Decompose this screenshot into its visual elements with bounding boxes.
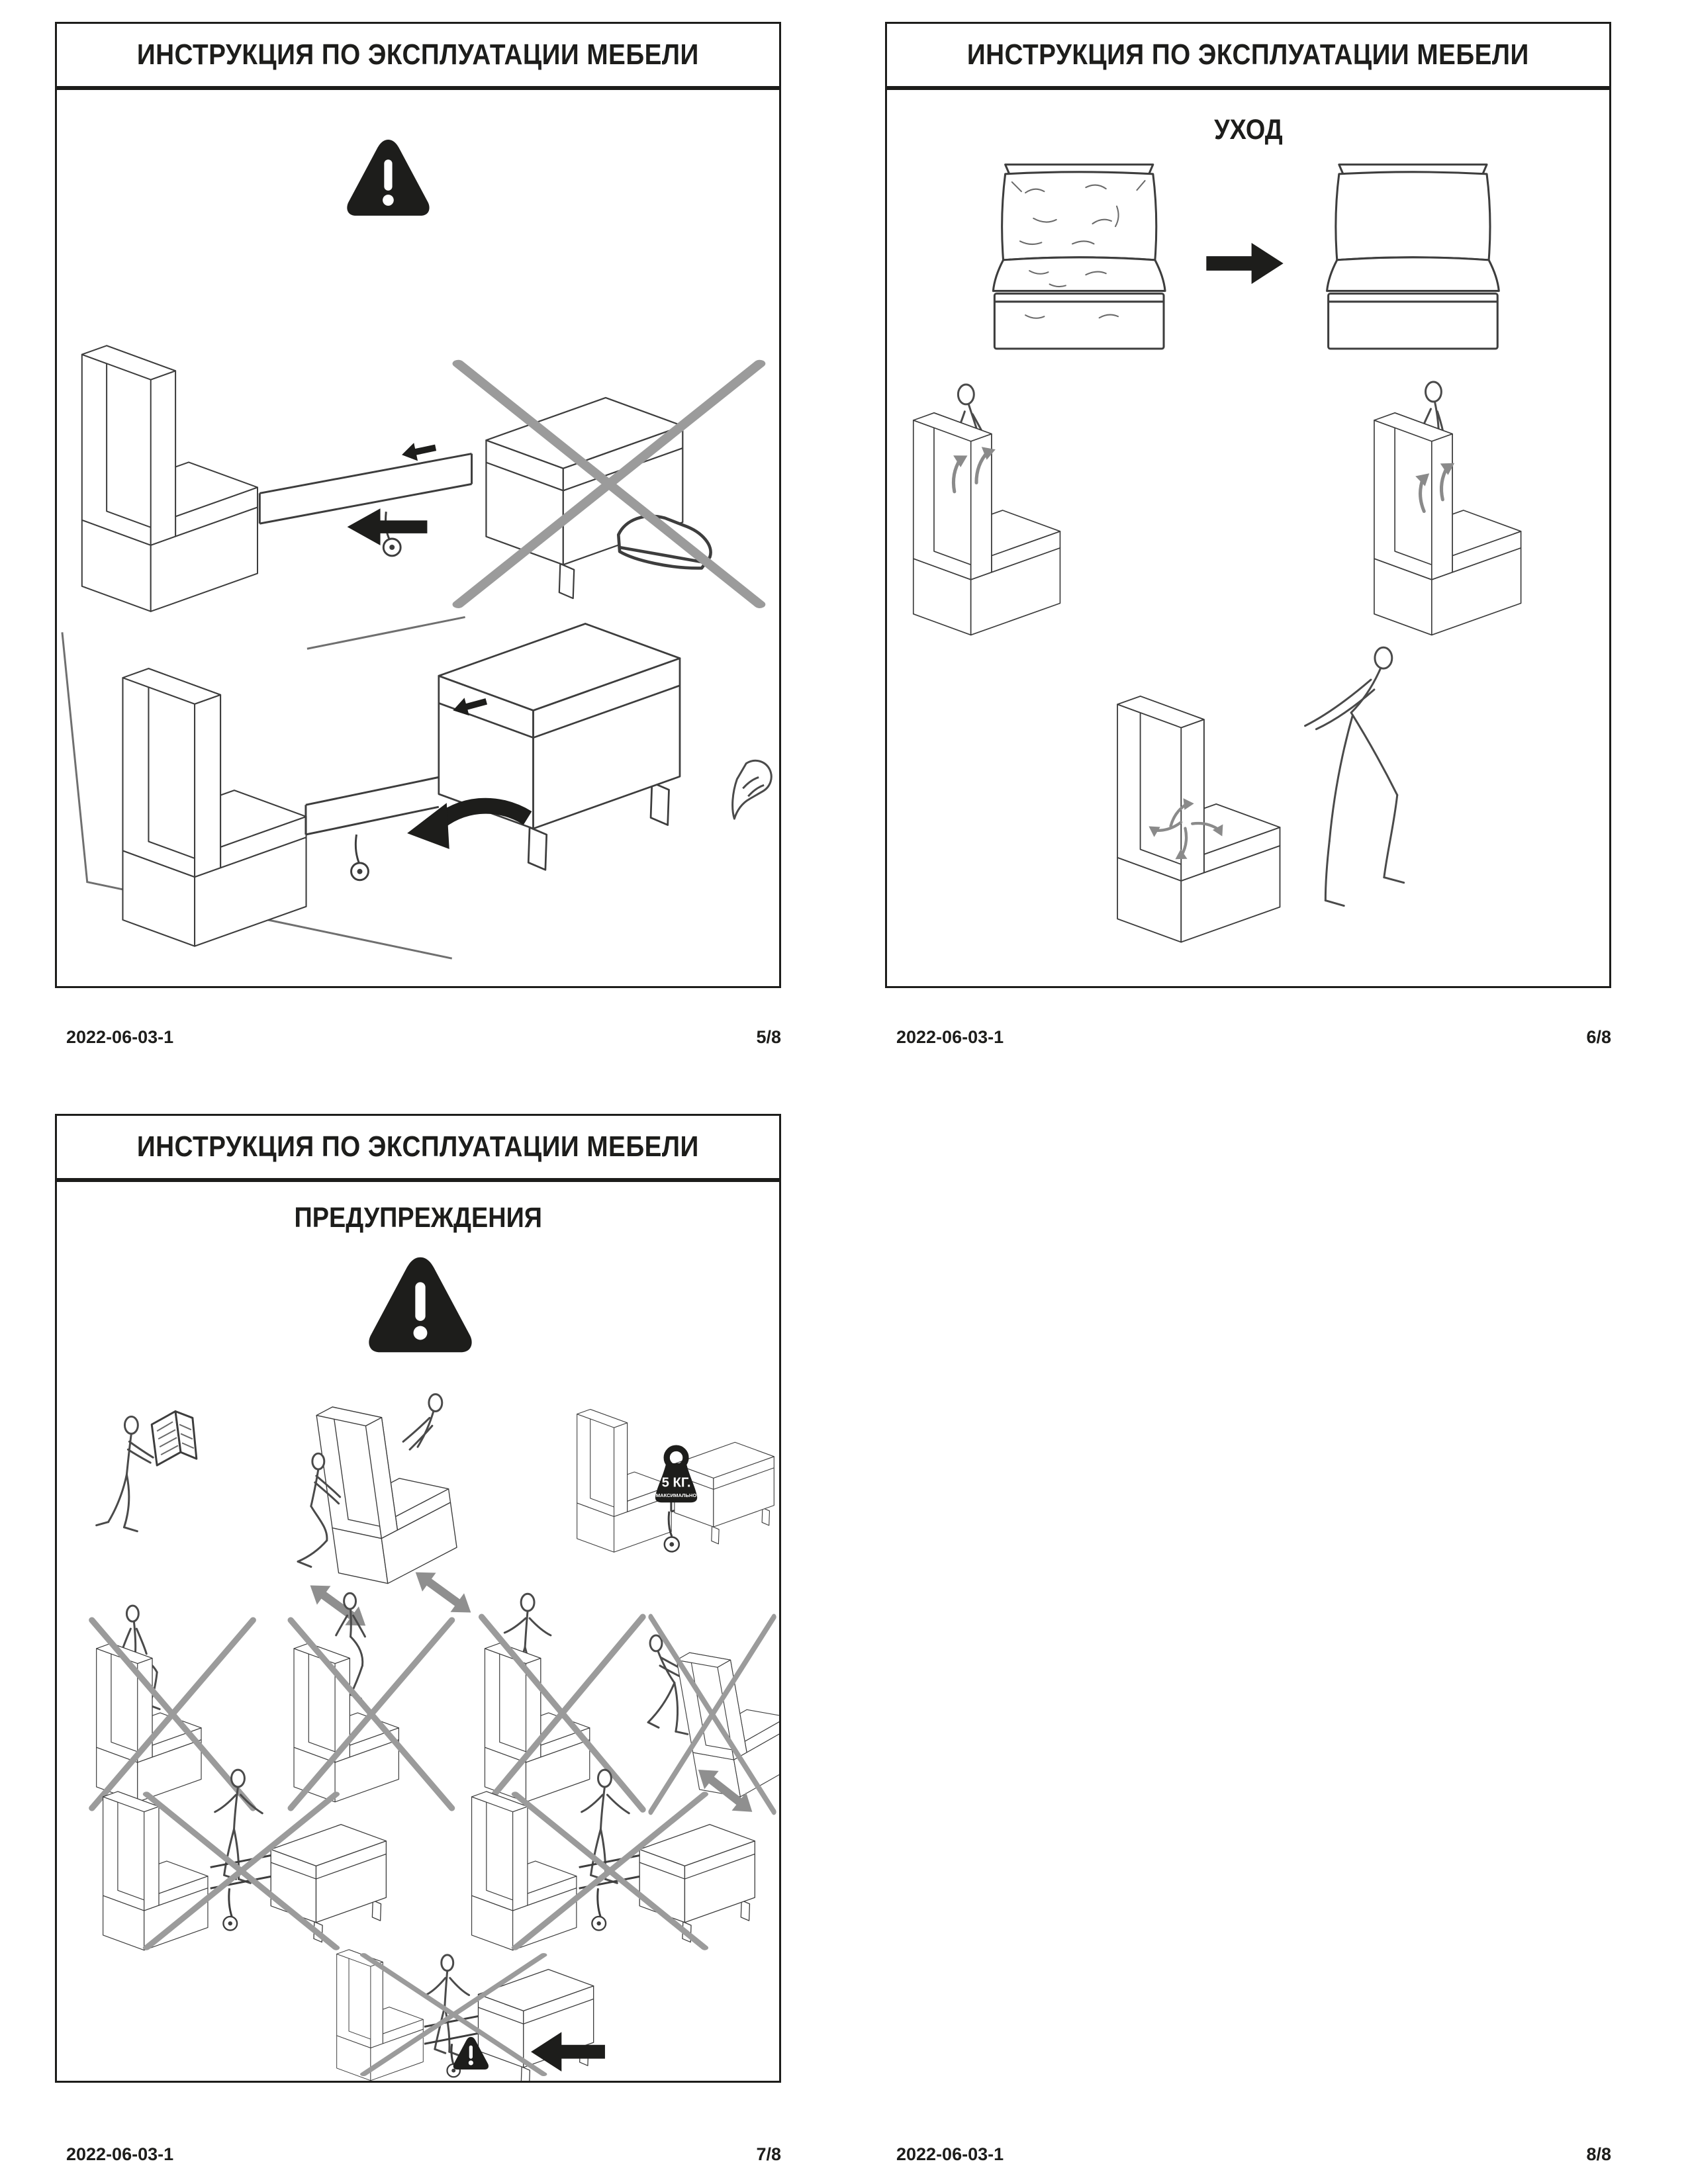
scene-fluff-back-cushion-1 [914, 385, 1060, 635]
scene-no-sit-on-backrest [291, 1593, 451, 1808]
scene-no-sit-on-edge [92, 1606, 253, 1808]
scene-max-load [577, 1409, 774, 1552]
sofa-chair [97, 1643, 201, 1802]
page-8-number: 8/8 [1586, 2144, 1611, 2164]
page-5-footer-code: 2022-06-03-1 [66, 1027, 174, 1047]
castor-wheel [352, 863, 369, 880]
scene-smooth-seat [1117, 647, 1404, 942]
small-direction-arrow-icon [400, 439, 438, 464]
scene-carry-chair [298, 1392, 478, 1635]
page-6-content [885, 88, 1611, 988]
scene-read-manual [97, 1411, 197, 1531]
ottoman [439, 623, 680, 870]
sofa-chair [122, 668, 306, 946]
page-5-header-title: ИНСТРУКЦИЯ ПО ЭКСПЛУАТАЦИИ МЕБЕЛИ [137, 38, 699, 71]
carried-chair [316, 1392, 461, 1590]
page-6-header [885, 22, 1611, 88]
sofa-chair [82, 345, 258, 612]
page-6-header-title: ИНСТРУКЦИЯ ПО ЭКСПЛУАТАЦИИ МЕБЕЛИ [967, 38, 1529, 71]
page-5-illustrations [57, 90, 779, 986]
sofa-chair [577, 1409, 671, 1552]
castor-wheel [223, 1917, 237, 1931]
page-5-header [55, 22, 781, 88]
person-figure [1305, 647, 1404, 905]
section-title-care: УХОД [1213, 114, 1283, 146]
page-6-footer-code: 2022-06-03-1 [896, 1027, 1004, 1047]
castor-wheel [665, 1537, 679, 1551]
scene-no-stand-between-parts [337, 1950, 605, 2081]
sofa-chair [1374, 413, 1521, 635]
page-7-number: 7/8 [756, 2144, 781, 2164]
sofa-chair [472, 1792, 577, 1950]
person-figure [403, 1394, 442, 1450]
chair-wrinkled [993, 165, 1165, 349]
page-7-header [55, 1114, 781, 1180]
page-7-content [55, 1180, 781, 2083]
sofa-chair [103, 1792, 208, 1950]
scene-fluff-back-cushion-2 [1374, 382, 1521, 635]
page-5-content [55, 88, 781, 988]
ottoman [271, 1825, 386, 1942]
sofa-chair [914, 413, 1060, 635]
warning-triangle-icon [369, 1257, 471, 1353]
scene-no-drag-chair [648, 1617, 779, 1821]
page-7-illustrations [57, 1182, 779, 2081]
wall-line [307, 617, 465, 649]
sofa-chair [1117, 696, 1280, 942]
page-5-number: 5/8 [756, 1027, 781, 1047]
page-8-footer-code: 2022-06-03-1 [896, 2144, 1004, 2164]
page-6-number: 6/8 [1586, 1027, 1611, 1047]
person-figure [427, 1955, 469, 2056]
castor-wheel [383, 539, 400, 556]
section-title-warnings: ПРЕДУПРЕЖДЕНИЯ [294, 1202, 542, 1234]
lift-arrow-icon [408, 1563, 477, 1621]
castor-wheel [592, 1917, 606, 1931]
hand-icon [733, 760, 772, 819]
page-7-footer-code: 2022-06-03-1 [66, 2144, 174, 2164]
result-arrow-icon [1206, 243, 1283, 284]
person-figure [97, 1416, 154, 1531]
sofa-chair [294, 1643, 399, 1802]
warning-triangle-icon [347, 140, 429, 216]
sofa-chair [676, 1638, 779, 1803]
page-6-illustrations [887, 90, 1609, 986]
manual-booklet-icon [152, 1411, 197, 1465]
ottoman [639, 1825, 755, 1942]
scene-no-stand-on-seat [482, 1594, 643, 1809]
lift-arrow-icon [303, 1576, 372, 1635]
scene-no-stand-in-mechanism-2 [472, 1770, 755, 1950]
scene-before-after [993, 165, 1499, 349]
scene-pullout-by-hand [62, 617, 771, 958]
scene-pullout-no-foot [82, 345, 760, 612]
pullout-frame [306, 777, 439, 864]
chair-smooth [1327, 165, 1499, 349]
page-7-header-title: ИНСТРУКЦИЯ ПО ЭКСПЛУАТАЦИИ МЕБЕЛИ [137, 1130, 699, 1163]
